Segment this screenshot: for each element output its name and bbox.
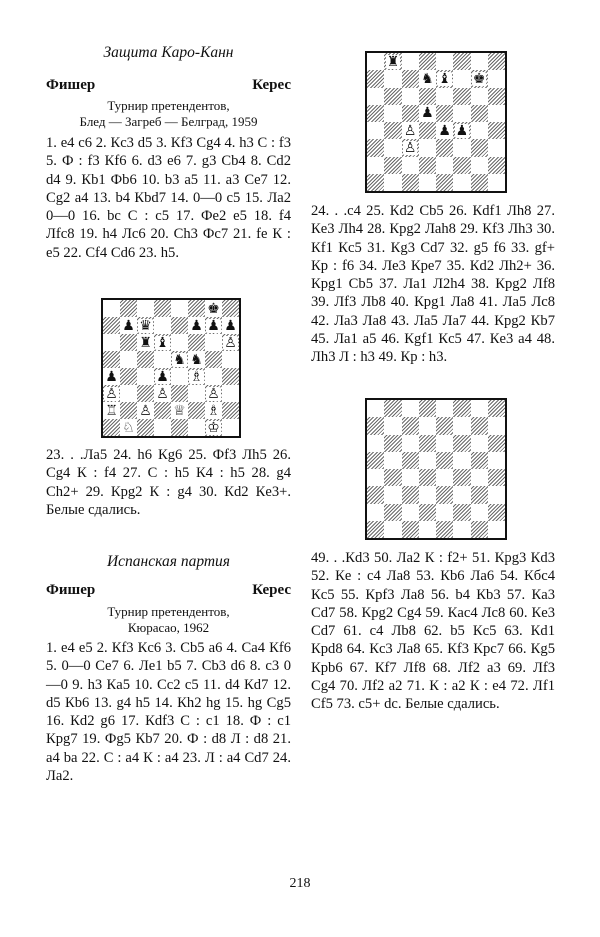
board-square	[384, 174, 401, 191]
board-square	[120, 334, 137, 351]
board-square	[453, 435, 470, 452]
board-square	[154, 419, 171, 436]
board-square	[222, 402, 239, 419]
game1-white-player: Фишер	[46, 77, 96, 93]
board-square	[488, 400, 505, 417]
board-square	[453, 504, 470, 521]
board-square	[188, 402, 205, 419]
board-square	[419, 504, 436, 521]
chess-piece: ♙	[207, 385, 220, 402]
chess-piece: ♟	[105, 368, 118, 385]
board-square	[436, 53, 453, 70]
board-square	[436, 70, 453, 87]
board-square	[154, 385, 171, 402]
board-square	[222, 368, 239, 385]
chess-piece: ♟	[421, 105, 434, 122]
board-square	[137, 419, 154, 436]
chess-piece: ♝	[156, 334, 169, 351]
board-square	[488, 105, 505, 122]
board-square	[488, 504, 505, 521]
board-square	[471, 139, 488, 156]
chess-piece: ♙	[156, 385, 169, 402]
chess-piece: ♟	[156, 368, 169, 385]
board-square	[402, 452, 419, 469]
board-square	[419, 88, 436, 105]
board-square	[137, 334, 154, 351]
page-number: 218	[289, 876, 311, 891]
board-square	[419, 70, 436, 87]
chess-piece: ♟	[122, 317, 135, 334]
game1-event-line2: Блед — Загреб — Белград, 1959	[79, 114, 258, 129]
board-square	[205, 351, 222, 368]
game1-chessboard	[101, 298, 241, 438]
board-square	[384, 452, 401, 469]
board-square	[205, 385, 222, 402]
game2-diagram1	[365, 51, 507, 193]
board-square	[384, 469, 401, 486]
board-square	[384, 88, 401, 105]
board-square	[384, 53, 401, 70]
board-square	[453, 105, 470, 122]
board-square	[384, 435, 401, 452]
board-square	[419, 417, 436, 434]
board-square	[471, 400, 488, 417]
board-square	[453, 469, 470, 486]
chess-piece: ♞	[190, 351, 203, 368]
board-square	[419, 521, 436, 538]
board-square	[419, 122, 436, 139]
game2-chessboard2	[365, 398, 507, 540]
board-square	[154, 334, 171, 351]
board-square	[471, 521, 488, 538]
board-square	[471, 88, 488, 105]
chess-piece: ♚	[207, 300, 220, 317]
board-square	[419, 53, 436, 70]
chess-piece: ♗	[190, 368, 203, 385]
board-square	[188, 351, 205, 368]
board-square	[222, 351, 239, 368]
board-square	[471, 105, 488, 122]
board-square	[488, 469, 505, 486]
board-square	[188, 300, 205, 317]
board-square	[154, 368, 171, 385]
board-square	[436, 521, 453, 538]
board-square	[384, 400, 401, 417]
board-square	[436, 88, 453, 105]
board-square	[436, 417, 453, 434]
board-square	[171, 317, 188, 334]
board-square	[137, 368, 154, 385]
game2-diagram2	[365, 398, 507, 540]
board-square	[384, 157, 401, 174]
board-square	[120, 317, 137, 334]
board-square	[436, 157, 453, 174]
board-square	[453, 53, 470, 70]
board-square	[367, 157, 384, 174]
board-square	[419, 452, 436, 469]
board-square	[367, 504, 384, 521]
board-square	[222, 334, 239, 351]
board-square	[367, 139, 384, 156]
board-square	[120, 419, 137, 436]
game1-moves-part2: 23. . .Ла5 24. h6 Кg6 25. Фf3 Лh5 26. Cg4 К : f4 27. C : h5 К4 : h5 28. g4 Ch2+ 29. Крg2 К : g4 30. Кd2 Кe3+. Белые сдались.	[46, 447, 291, 518]
board-square	[222, 300, 239, 317]
board-square	[367, 469, 384, 486]
board-square	[402, 139, 419, 156]
board-square	[120, 402, 137, 419]
board-square	[436, 139, 453, 156]
board-square	[171, 385, 188, 402]
board-square	[436, 435, 453, 452]
board-square	[188, 334, 205, 351]
board-square	[171, 419, 188, 436]
game2-players	[46, 582, 291, 599]
board-square	[367, 435, 384, 452]
board-square	[436, 486, 453, 503]
board-square	[120, 368, 137, 385]
board-square	[120, 300, 137, 317]
board-square	[154, 402, 171, 419]
board-square	[453, 139, 470, 156]
chess-piece: ♙	[403, 139, 417, 156]
game1-event	[46, 98, 291, 130]
board-square	[402, 157, 419, 174]
board-square	[453, 452, 470, 469]
board-square	[384, 486, 401, 503]
board-square	[367, 174, 384, 191]
board-square	[171, 334, 188, 351]
board-square	[453, 88, 470, 105]
chess-piece: ♙	[139, 402, 152, 419]
chess-piece: ♗	[207, 402, 220, 419]
board-square	[384, 139, 401, 156]
board-square	[120, 351, 137, 368]
board-square	[384, 417, 401, 434]
board-square	[488, 452, 505, 469]
board-square	[419, 469, 436, 486]
chess-piece: ♚	[472, 70, 486, 87]
board-square	[436, 122, 453, 139]
board-square	[402, 435, 419, 452]
board-square	[436, 469, 453, 486]
board-square	[488, 157, 505, 174]
board-square	[205, 334, 222, 351]
board-square	[137, 385, 154, 402]
board-square	[419, 105, 436, 122]
board-square	[367, 417, 384, 434]
game2-moves-part2: 24. . .c4 25. Кd2 Cb5 26. Кdf1 Лh8 27. Кe3 Лh4 28. Крg2 Лah8 29. Кf3 Лh3 30. Кf1 Кc5 31. Кg3 Cd7 32. g5 f6 33. gf+ Кр : f6 34. Лe3 Крe7 35. Кd2 Лh2+ 36. Крg1 Cb5 37. Лa1 Л2h4 38. Крg2 Лf8 39. Лf3 Лb8 40. Крg1 Лa8 41. Лa5 Лc8 42. Лa3 Лa8 43. Лa5 Лa7 44. Крg2 Кb7 45. Лa1 a5 46. Кgf1 Кc5 47. Кe3 a4 48. Лh3 Л : h3 49. Кр : h3.	[311, 203, 555, 366]
board-square	[154, 300, 171, 317]
game2-title: Испанская партия	[106, 553, 231, 570]
board-square	[402, 88, 419, 105]
chess-piece: ♟	[224, 317, 237, 334]
board-square	[453, 174, 470, 191]
board-square	[488, 521, 505, 538]
game1-event-line1: Турнир претендентов,	[107, 98, 230, 113]
board-square	[205, 368, 222, 385]
board-square	[120, 385, 137, 402]
chess-piece: ♔	[207, 419, 220, 436]
board-square	[103, 419, 120, 436]
chess-piece: ♙	[105, 385, 118, 402]
board-square	[419, 157, 436, 174]
board-square	[419, 486, 436, 503]
game2-black-player: Керес	[252, 582, 291, 598]
board-square	[488, 70, 505, 87]
board-square	[367, 452, 384, 469]
board-square	[436, 400, 453, 417]
board-square	[402, 105, 419, 122]
board-square	[367, 105, 384, 122]
board-square	[453, 521, 470, 538]
board-square	[453, 122, 470, 139]
board-square	[367, 122, 384, 139]
board-square	[419, 400, 436, 417]
board-square	[384, 70, 401, 87]
board-square	[471, 469, 488, 486]
board-square	[419, 435, 436, 452]
board-square	[384, 521, 401, 538]
game2-white-player: Фишер	[46, 582, 96, 598]
board-square	[402, 417, 419, 434]
board-square	[188, 385, 205, 402]
board-square	[367, 70, 384, 87]
board-square	[488, 174, 505, 191]
board-square	[402, 122, 419, 139]
board-square	[471, 504, 488, 521]
game1-diagram	[101, 298, 241, 438]
board-square	[471, 452, 488, 469]
game1-black-player: Керес	[252, 77, 291, 93]
chess-piece: ♞	[421, 70, 434, 87]
board-square	[436, 105, 453, 122]
chess-piece: ♙	[224, 334, 237, 351]
chess-piece: ♜	[386, 53, 400, 70]
board-square	[103, 368, 120, 385]
board-square	[471, 53, 488, 70]
board-square	[222, 419, 239, 436]
board-square	[154, 351, 171, 368]
board-square	[402, 53, 419, 70]
board-square	[471, 486, 488, 503]
board-square	[453, 417, 470, 434]
board-square	[419, 139, 436, 156]
game1-title: Защита Каро-Канн	[103, 44, 234, 61]
game2-moves-part1: 1. e4 e5 2. Кf3 Кc6 3. Cb5 a6 4. Ca4 Кf6 5. 0—0 Ce7 6. Лe1 b5 7. Cb3 d6 8. c3 0—0 9. h3 Кa5 10. Cc2 c5 11. d4 Кd7 12. d5 Кb6 13. g4 h5 14. Кh2 hg 15. hg Cg5 16. Кd2 g6 17. Кdf3 C : c1 18. Ф : c1 Крg7 19. Фg5 Кb7 20. Ф : d8 Л : d8 21. a4 ba 22. C : a4 К : a4 23. Л : a4 Cd7 24. Ла2.	[46, 640, 291, 785]
board-square	[436, 452, 453, 469]
chess-piece: ♙	[403, 122, 417, 139]
board-square	[103, 385, 120, 402]
board-square	[436, 174, 453, 191]
board-square	[205, 402, 222, 419]
board-square	[384, 105, 401, 122]
board-square	[453, 157, 470, 174]
board-square	[103, 317, 120, 334]
chess-piece: ♕	[173, 402, 186, 419]
board-square	[402, 174, 419, 191]
board-square	[436, 504, 453, 521]
board-square	[471, 417, 488, 434]
board-square	[488, 53, 505, 70]
board-square	[171, 300, 188, 317]
board-square	[367, 400, 384, 417]
board-square	[402, 521, 419, 538]
board-square	[453, 400, 470, 417]
game1-players	[46, 77, 291, 94]
board-square	[171, 402, 188, 419]
board-square	[488, 417, 505, 434]
chess-piece: ♖	[105, 402, 118, 419]
board-square	[154, 317, 171, 334]
board-square	[188, 368, 205, 385]
board-square	[453, 70, 470, 87]
board-square	[222, 317, 239, 334]
chess-piece: ♛	[139, 317, 152, 334]
board-square	[367, 53, 384, 70]
chess-piece: ♜	[139, 334, 152, 351]
game1-moves-part1: 1. e4 c6 2. Кc3 d5 3. Кf3 Cg4 4. h3 C : f3 5. Ф : f3 Кf6 6. d3 e6 7. g3 Cb4 8. Cd2 d4 9. Кb1 Фb6 10. b3 a5 11. a3 Ce7 12. Cg2 a4 13. b4 Кbd7 14. 0—0 c5 15. Ла2 0—0 16. bc C : c5 17. Фe2 e5 18. f4 Лfc8 19. h4 Лc6 20. Ch3 Фc7 21. fe К : e5 22. Cf4 Cd6 23. h5.	[46, 135, 291, 261]
board-square	[171, 368, 188, 385]
chess-piece: ♟	[438, 122, 451, 139]
board-square	[222, 385, 239, 402]
board-square	[488, 88, 505, 105]
board-square	[137, 317, 154, 334]
board-square	[471, 157, 488, 174]
board-square	[205, 419, 222, 436]
chess-piece: ♝	[438, 70, 451, 87]
game2-event-line2: Кюрасао, 1962	[127, 620, 210, 635]
board-square	[384, 504, 401, 521]
board-square	[205, 300, 222, 317]
board-square	[402, 70, 419, 87]
board-square	[188, 419, 205, 436]
game2-moves-part3: 49. . .Кd3 50. Лa2 К : f2+ 51. Крg3 Кd3 52. Кe : c4 Лa8 53. Кb6 Лa6 54. Кбc4 Кc5 55. Крf3 Лa8 56. b4 Кb3 57. Кa3 Cd7 58. Крg2 Cg4 59. Кac4 Лc8 60. Кe3 Cd7 61. c4 Лb8 62. b5 Кc5 63. Кd1 Крd8 64. Кc3 Лa8 65. Кf3 Крc7 66. Кg5 Крb6 67. Кf7 Лf8 68. Лf2 a3 69. Лf3 Cg4 70. Лf2 a2 71. К : a2 К : e4 72. Лf1 Cf5 73. c5+ dc. Белые сдались.	[311, 550, 555, 713]
board-square	[488, 139, 505, 156]
board-square	[471, 70, 488, 87]
board-square	[188, 317, 205, 334]
board-square	[137, 351, 154, 368]
board-square	[488, 122, 505, 139]
game2-chessboard1	[365, 51, 507, 193]
board-square	[171, 351, 188, 368]
board-square	[367, 521, 384, 538]
board-square	[488, 486, 505, 503]
board-square	[103, 334, 120, 351]
board-square	[402, 400, 419, 417]
chess-piece: ♟	[207, 317, 220, 334]
board-square	[137, 402, 154, 419]
board-square	[419, 174, 436, 191]
board-square	[402, 504, 419, 521]
chess-piece: ♘	[122, 419, 135, 436]
board-square	[402, 486, 419, 503]
board-square	[137, 300, 154, 317]
board-square	[402, 469, 419, 486]
board-square	[103, 300, 120, 317]
board-square	[367, 486, 384, 503]
board-square	[103, 351, 120, 368]
board-square	[453, 486, 470, 503]
chess-piece: ♟	[190, 317, 203, 334]
board-square	[205, 317, 222, 334]
board-square	[471, 174, 488, 191]
board-square	[471, 435, 488, 452]
board-square	[471, 122, 488, 139]
board-square	[103, 402, 120, 419]
chess-piece: ♟	[455, 122, 469, 139]
game2-event-line1: Турнир претендентов,	[107, 604, 230, 619]
board-square	[488, 435, 505, 452]
game2-event	[46, 604, 291, 636]
chess-piece: ♞	[173, 351, 186, 368]
board-square	[367, 88, 384, 105]
board-square	[384, 122, 401, 139]
